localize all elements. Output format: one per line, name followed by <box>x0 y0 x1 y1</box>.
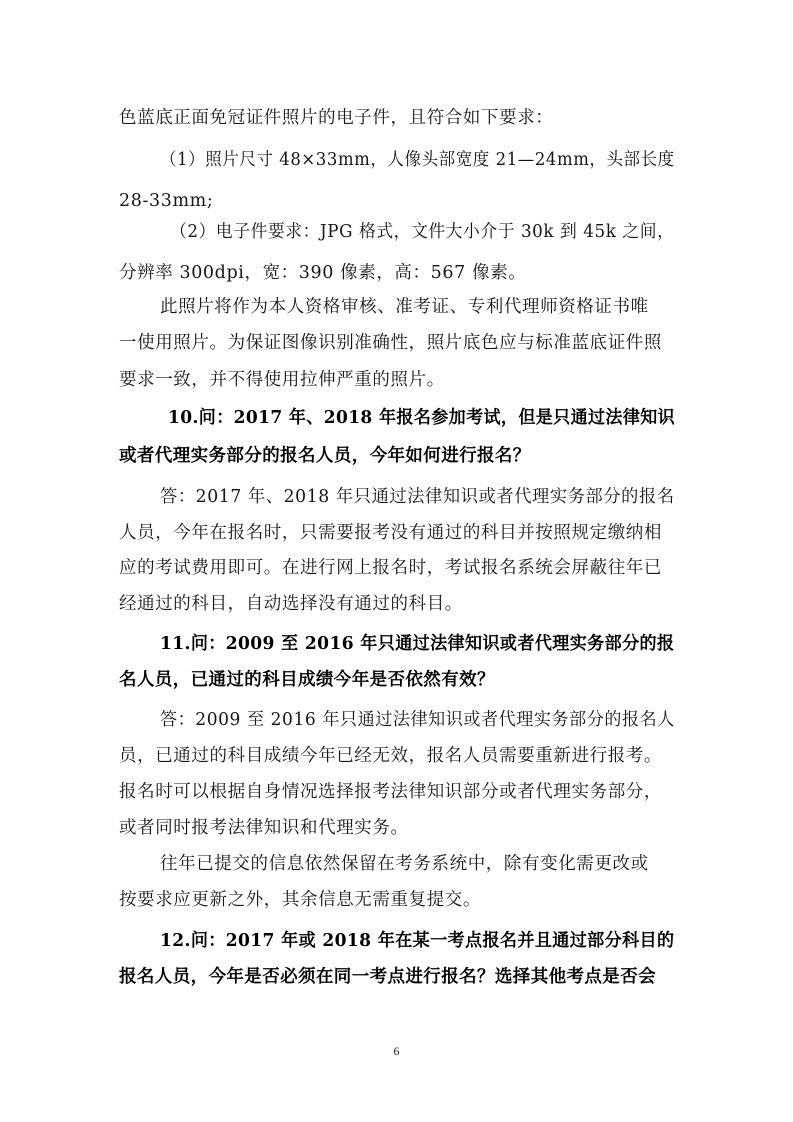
answer-line: 或者同时报考法律知识和代理实务。 <box>119 818 409 838</box>
page-number: 6 <box>393 1044 400 1058</box>
question-heading: 10.问：2017 年、2018 年报名参加考试，但是只通过法律知识 <box>168 408 676 428</box>
text-line: 此照片将作为本人资格审核、准考证、专利代理师资格证书唯 <box>160 297 649 317</box>
answer-line: 往年已提交的信息依然保留在考务系统中，除有变化需更改或 <box>160 854 649 874</box>
question-heading: 或者代理实务部分的报名人员，今年如何进行报名？ <box>119 446 531 466</box>
question-heading: 11.问：2009 至 2016 年只通过法律知识或者代理实务部分的报 <box>160 634 675 654</box>
text-line: 要求一致，并不得使用拉伸严重的照片。 <box>119 370 445 390</box>
answer-line: 答：2017 年、2018 年只通过法律知识或者代理实务部分的报名 <box>160 487 675 507</box>
question-heading: 报名人员，今年是否必须在同一考点进行报名？选择其他考点是否会 <box>119 967 656 987</box>
text-line: 分辨率 300dpi，宽：390 像素，高：567 像素。 <box>119 263 527 283</box>
text-line: （1）照片尺寸 48×33mm，人像头部宽度 21—24mm，头部长度 <box>160 150 675 170</box>
text-line: 28-33mm; <box>119 191 214 211</box>
answer-line: 报名时可以根据自身情况选择报考法律知识部分或者代理实务部分， <box>119 782 662 802</box>
answer-line: 按要求应更新之外，其余信息无需重复提交。 <box>119 890 481 910</box>
text-line: （2）电子件要求：JPG 格式，文件大小介于 30k 到 45k 之间， <box>170 222 675 242</box>
answer-line: 人员，今年在报名时，只需要报考没有通过的科目并按照规定缴纳相 <box>119 523 662 543</box>
answer-line: 员，已通过的科目成绩今年已经无效，报名人员需要重新进行报考。 <box>119 746 662 766</box>
answer-line: 答：2009 至 2016 年只通过法律知识或者代理实务部分的报名人 <box>160 710 675 730</box>
text-line: 一使用照片。为保证图像识别准确性，照片底色应与标准蓝底证件照 <box>119 333 662 353</box>
answer-line: 经通过的科目，自动选择没有通过的科目。 <box>119 594 463 614</box>
question-heading: 12.问：2017 年或 2018 年在某一考点报名并且通过部分科目的 <box>160 931 675 951</box>
text-line: 色蓝底正面免冠证件照片的电子件，且符合如下要求： <box>119 108 554 128</box>
question-heading: 名人员，已通过的科目成绩今年是否依然有效？ <box>119 670 495 690</box>
answer-line: 应的考试费用即可。在进行网上报名时，考试报名系统会屏蔽往年已 <box>119 558 662 578</box>
